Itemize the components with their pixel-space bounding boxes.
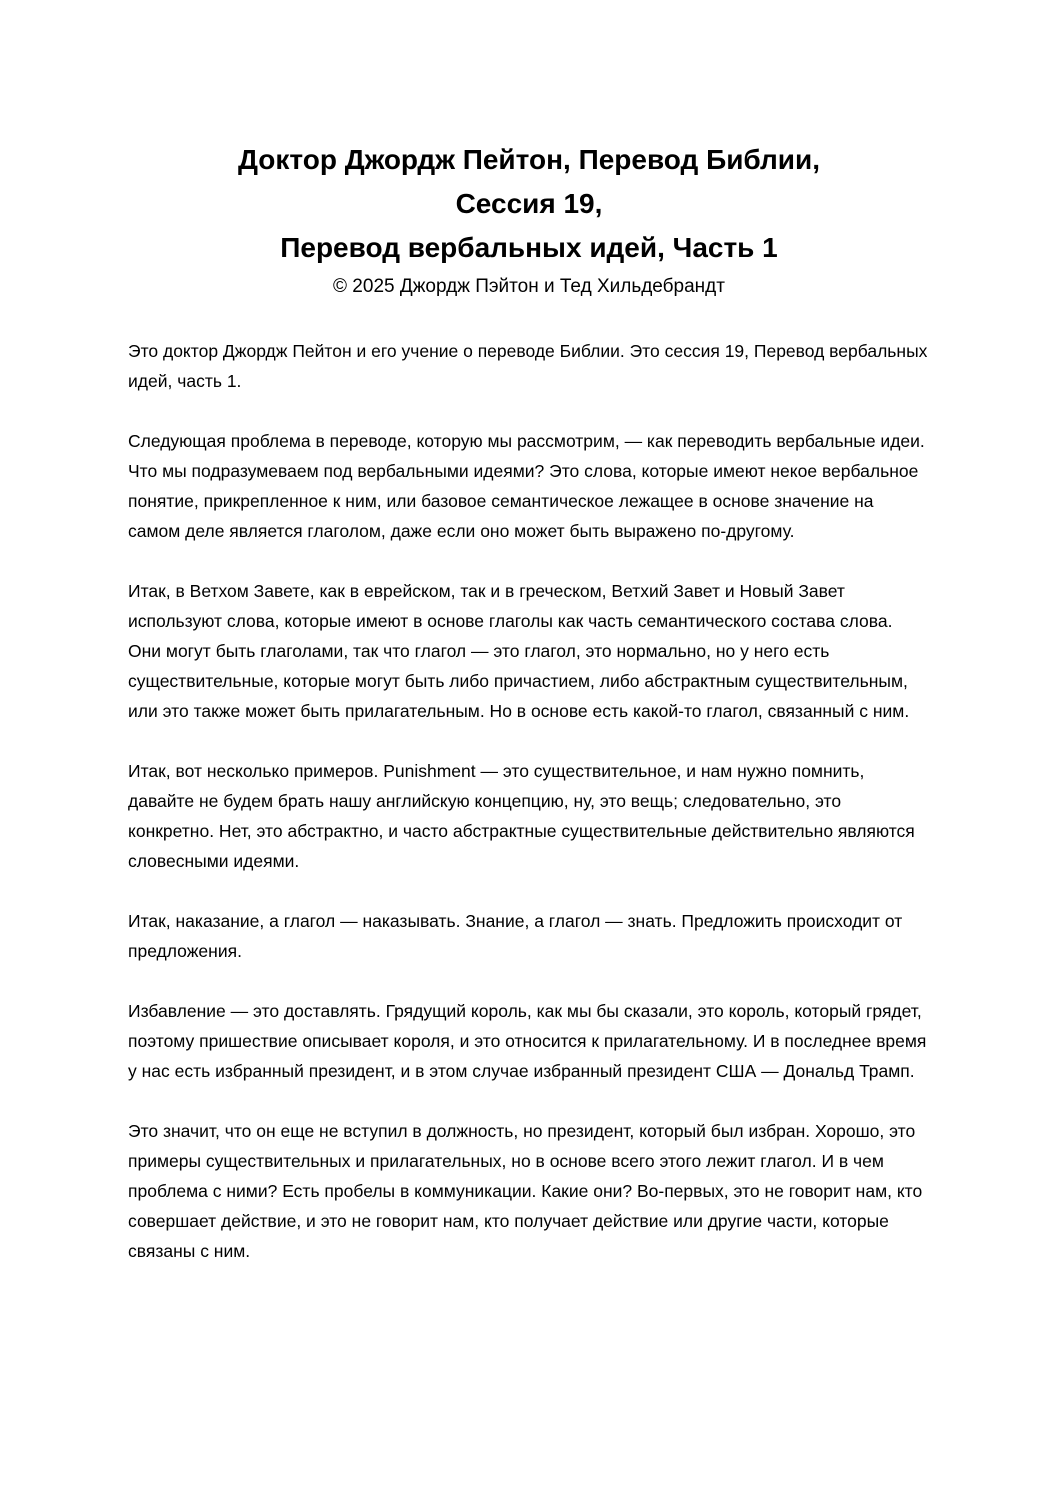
document-header: [128, 138, 930, 302]
copyright-line: © 2025 Джордж Пэйтон и Тед Хильдебрандт: [333, 276, 725, 297]
title-line-2: Сессия 19,: [455, 188, 603, 219]
paragraph: Итак, вот несколько примеров. Punishment — это существительное, и нам нужно помнить, давайте не будем брать нашу английскую концепцию, ну, это вещь; следовательно, это конкретно. Нет, это абстрактно, и часто абстрактные существительные действительно являются словесными идеями.: [128, 761, 915, 871]
title-line-3: Перевод вербальных идей, Часть 1: [280, 232, 778, 263]
paragraph: Следующая проблема в переводе, которую мы рассмотрим, — как переводить вербальные идеи. Что мы подразумеваем под вербальными идеями? Это слова, которые имеют некое вербальное понятие, прикрепленное к ним, или базовое семантическое лежащее в основе значение на самом деле является глаголом, даже если оно может быть выражено по-другому.: [128, 431, 925, 541]
paragraph: Итак, наказание, а глагол — наказывать. Знание, а глагол — знать. Предложить происходит от предложения.: [128, 911, 903, 961]
title-line-1: Доктор Джордж Пейтон, Перевод Библии,: [237, 144, 820, 175]
paragraph: Избавление — это доставлять. Грядущий король, как мы бы сказали, это король, который грядет, поэтому пришествие описывает короля, и это относится к прилагательному. И в последнее время у нас есть избранный президент, и в этом случае избранный президент США — Дональд Трамп.: [128, 1001, 927, 1081]
paragraph: Это доктор Джордж Пейтон и его учение о переводе Библии. Это сессия 19, Перевод вербальных идей, часть 1.: [128, 341, 928, 391]
document-body: [128, 336, 930, 1266]
paragraph: Это значит, что он еще не вступил в должность, но президент, который был избран. Хорошо, это примеры существительных и прилагательных, но в основе всего этого лежит глагол. И в чем проблема с ними? Есть пробелы в коммуникации. Какие они? Во-первых, это не говорит нам, кто совершает действие, и это не говорит нам, кто получает действие или другие части, которые связаны с ним.: [128, 1121, 923, 1261]
document-title: [128, 138, 930, 270]
paragraph: Итак, в Ветхом Завете, как в еврейском, так и в греческом, Ветхий Завет и Новый Завет используют слова, которые имеют в основе глаголы как часть семантического состава слова. Они могут быть глаголами, так что глагол — это глагол, это нормально, но у него есть существительные, которые могут быть либо причастием, либо абстрактным существительным, или это также может быть прилагательным. Но в основе есть какой-то глагол, связанный с ним.: [128, 581, 910, 721]
